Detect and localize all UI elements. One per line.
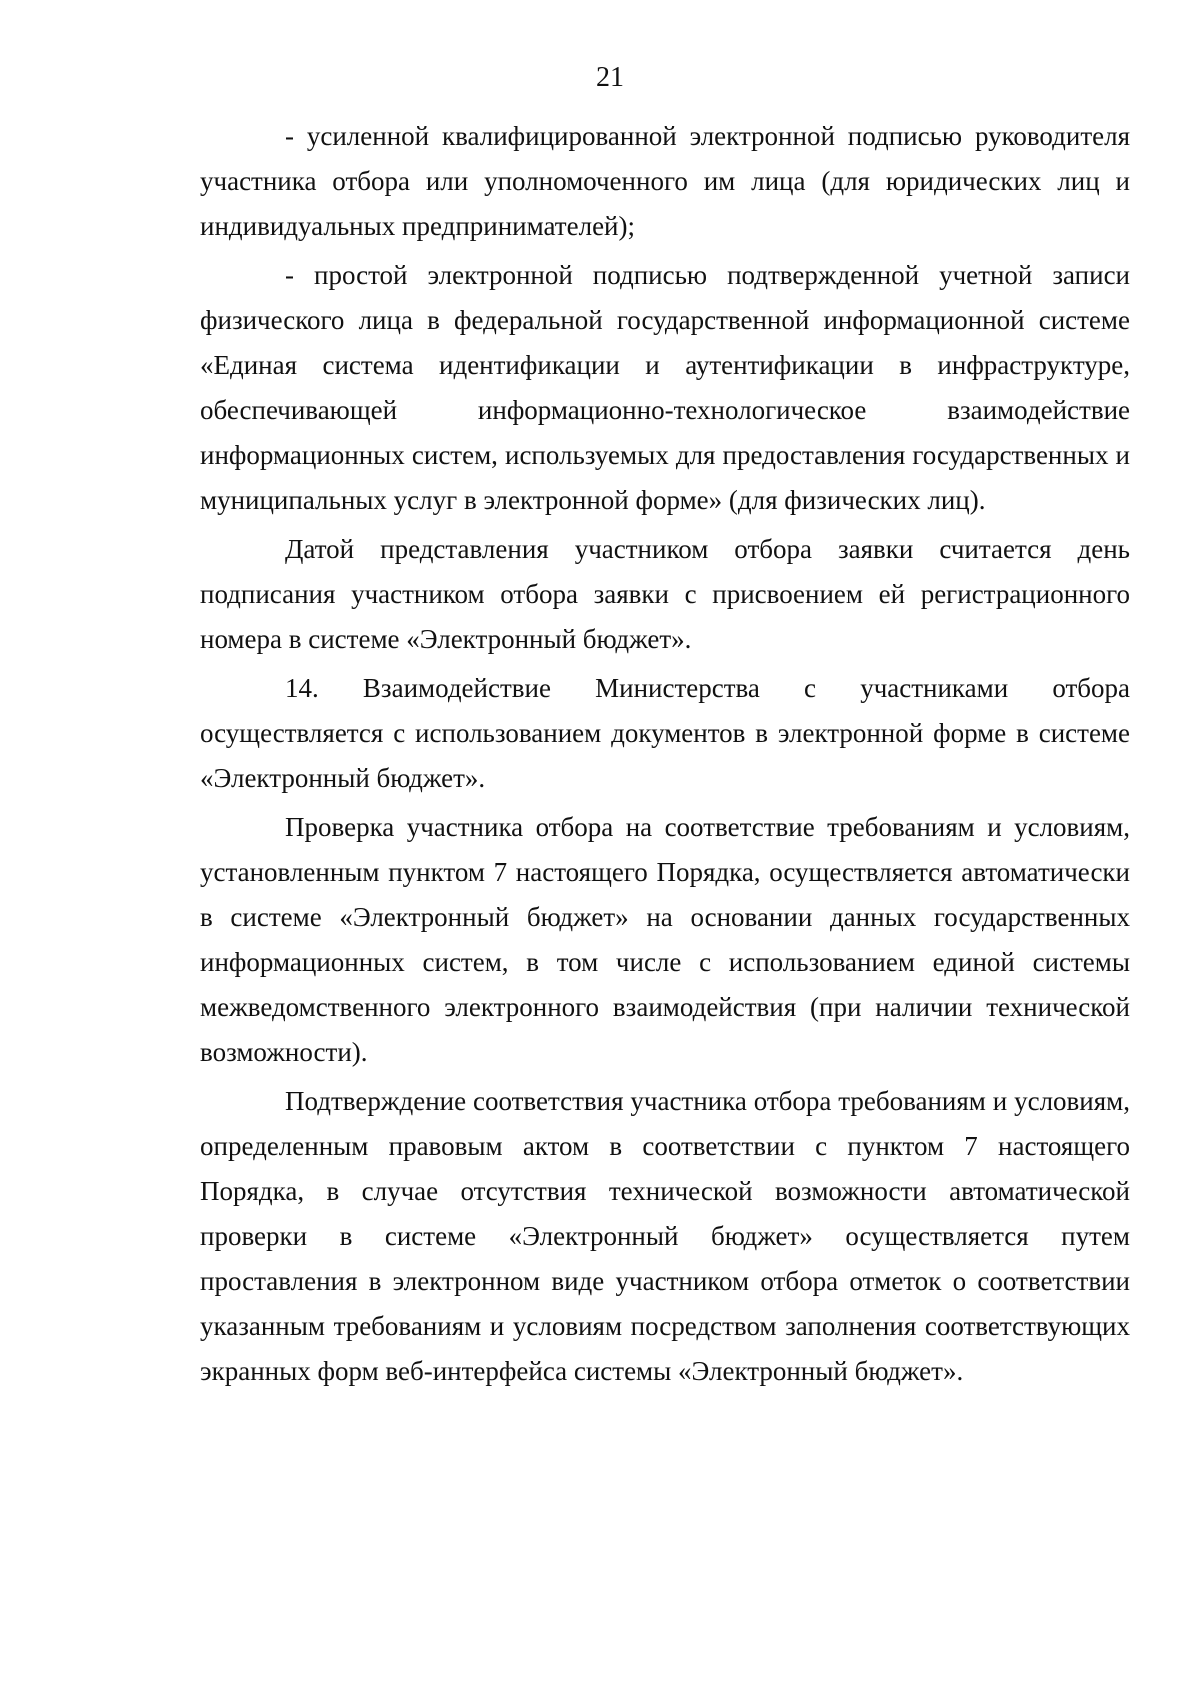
document-body — [200, 114, 1130, 1394]
paragraph-item-14: 14. Взаимодействие Министерства с участниками отбора осуществляется с использованием документов в электронной форме в системе «Электронный бюджет». — [200, 673, 1130, 793]
page-number: 21 — [596, 62, 624, 93]
paragraph-qualified-signature: - усиленной квалифицированной электронной подписью руководителя участника отбора или уполномоченного им лица (для юридических лиц и индивидуальных предпринимателей); — [200, 121, 1130, 241]
paragraph-simple-signature: - простой электронной подписью подтвержденной учетной записи физического лица в федеральной государственной информационной системе «Единая система идентификации и аутентификации в инфраструктуре, обеспечивающей информационно-технологическое взаимодействие информационных систем, используемых для предоставления государственных и муниципальных услуг в электронной форме» (для физических лиц). — [200, 260, 1130, 515]
paragraph-automatic-check: Проверка участника отбора на соответствие требованиям и условиям, установленным пунктом 7 настоящего Порядка, осуществляется автоматически в системе «Электронный бюджет» на основании данных государственных информационных систем, в том числе с использованием единой системы межведомственного электронного взаимодействия (при наличии технической возможности). — [200, 812, 1130, 1067]
paragraph-manual-confirmation: Подтверждение соответствия участника отбора требованиям и условиям, определенным правовым актом в соответствии с пунктом 7 настоящего Порядка, в случае отсутствия технической возможности автоматической проверки в системе «Электронный бюджет» осуществляется путем проставления в электронном виде участником отбора отметок о соответствии указанным требованиям и условиям посредством заполнения соответствующих экранных форм веб-интерфейса системы «Электронный бюджет». — [200, 1086, 1130, 1386]
paragraph-submission-date: Датой представления участником отбора заявки считается день подписания участником отбора заявки с присвоением ей регистрационного номера в системе «Электронный бюджет». — [200, 534, 1130, 654]
